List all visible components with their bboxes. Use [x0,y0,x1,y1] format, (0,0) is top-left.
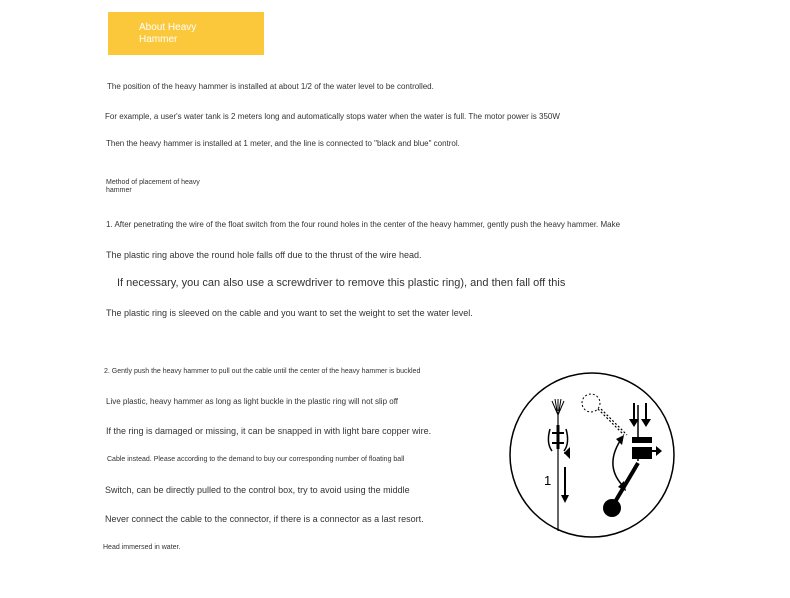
step2-line: Cable instead. Please according to the demand to buy our corresponding number of floating ball [107,456,405,463]
step2-line: Never connect the cable to the connector, if there is a connector as a last resort. [105,514,424,524]
hammer-placement-diagram [508,371,676,539]
section-title-banner [108,12,264,55]
step2-line: Head immersed in water. [103,544,181,551]
paragraph-line: The position of the heavy hammer is installed at about 1/2 of the water level to be controlled. [107,82,434,91]
step2-line: If the ring is damaged or missing, it can be snapped in with light bare copper wire. [106,426,432,436]
step2-line: 2. Gently push the heavy hammer to pull out the cable until the center of the heavy hammer is buckled [104,368,421,375]
paragraph-line: For example, a user's water tank is 2 meters long and automatically stops water when the water is full. The motor power is 350W [105,112,560,121]
method-heading: Method of placement of heavy hammer [106,179,200,194]
section-title: About Heavy Hammer [139,22,197,45]
step1-line: The plastic ring above the round hole falls off due to the thrust of the wire head. [106,250,422,260]
step2-line: Switch, can be directly pulled to the control box, try to avoid using the middle [105,485,410,495]
paragraph-line: Then the heavy hammer is installed at 1 meter, and the line is connected to "black and blue" control. [106,139,460,148]
step1-line: The plastic ring is sleeved on the cable and you want to set the weight to set the water level. [106,308,473,318]
step1-line: 1. After penetrating the wire of the float switch from the four round holes in the center of the heavy hammer, gently push the heavy hammer. Make [106,220,621,229]
step2-line: Live plastic, heavy hammer as long as light buckle in the plastic ring will not slip off [106,397,398,406]
step1-line: If necessary, you can also use a screwdriver to remove this plastic ring), and then fall off this [117,277,566,289]
step-number: 1 [544,473,552,488]
